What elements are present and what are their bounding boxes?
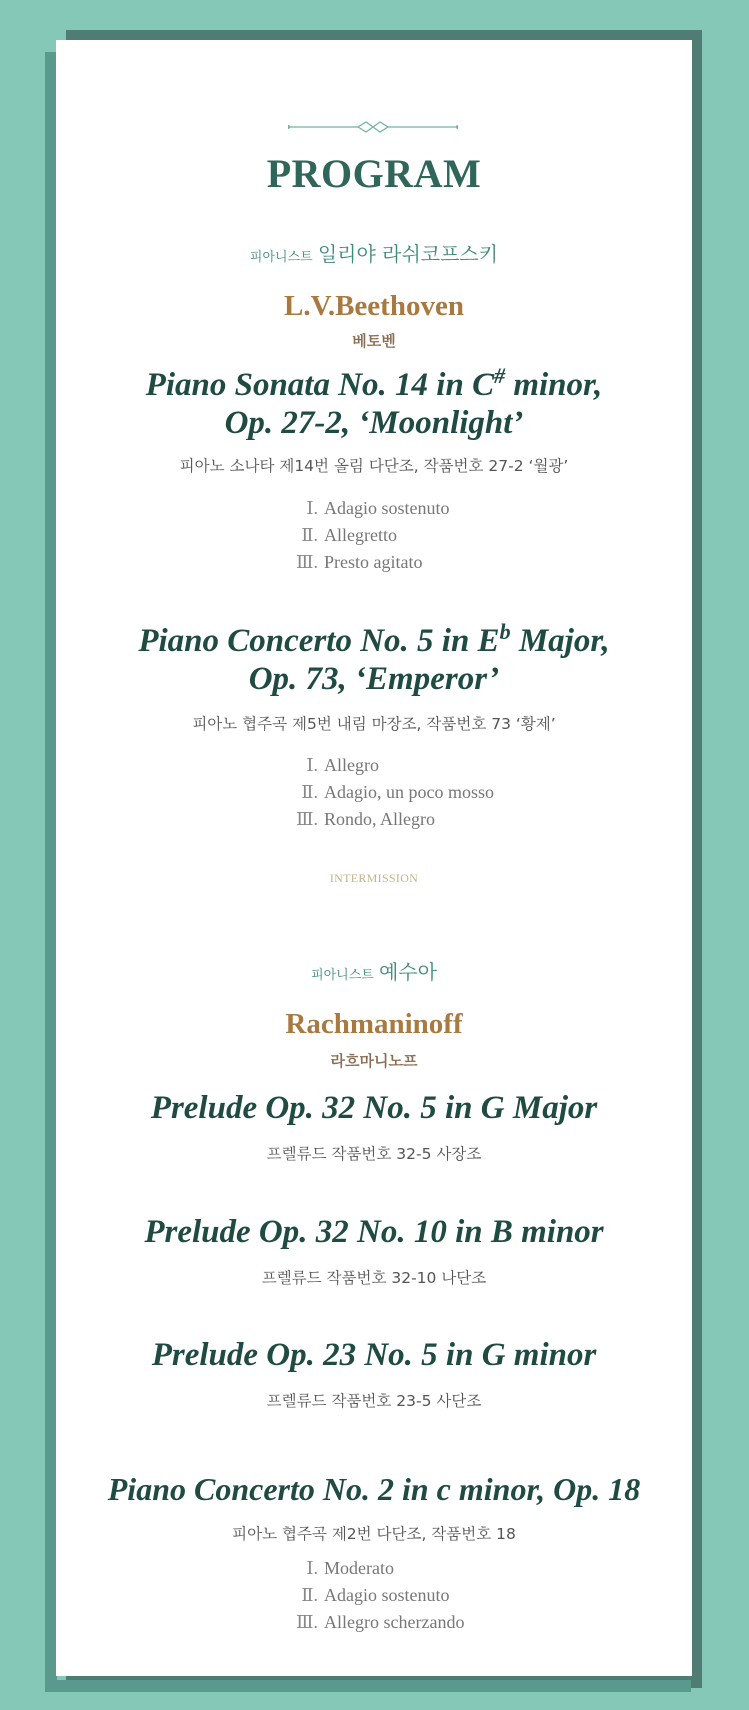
movement-item: Ⅲ. Presto agitato: [296, 552, 423, 572]
work-emperor-concerto-title: [56, 619, 692, 698]
work-moonlight-line1a: Piano Sonata No. 14 in C: [145, 367, 495, 403]
frame-bottom-edge: [45, 1680, 691, 1692]
movement-item: Ⅱ. Adagio sostenuto: [301, 1585, 450, 1605]
performer-2-name: 예수아: [378, 960, 437, 984]
work-prelude-23-5-korean: 프렐류드 작품번호 23-5 사단조: [266, 1392, 482, 1410]
movement-item: Ⅰ. Allegro: [306, 755, 379, 775]
work-rach-concerto-2-title: Piano Concerto No. 2 in c minor, Op. 18: [107, 1471, 641, 1507]
composer-rachmaninoff-korean: 라흐마니노프: [330, 1052, 418, 1070]
work-emperor-line2: Op. 73, ‘Emperor’: [248, 661, 500, 697]
performer-1-role: 피아니스트: [249, 250, 313, 265]
work-moonlight-sharp: #: [494, 363, 506, 388]
composer-beethoven: L.V.Beethoven: [284, 290, 464, 322]
work-emperor-line1b: Major,: [510, 623, 610, 659]
work-moonlight-korean: 피아노 소나타 제14번 올림 다단조, 작품번호 27-2 ‘월광’: [179, 457, 569, 475]
work-moonlight-line1b: minor,: [505, 367, 603, 403]
movement-item: Ⅱ. Adagio, un poco mosso: [301, 782, 494, 802]
ornament-divider-icon: [288, 120, 458, 134]
work-emperor-flat: b: [499, 619, 511, 644]
program-sheet: [56, 40, 692, 1676]
work-emperor-line1a: Piano Concerto No. 5 in E: [138, 623, 500, 659]
work-prelude-23-5-title: Prelude Op. 23 No. 5 in G minor: [151, 1337, 597, 1373]
intermission-label: INTERMISSION: [329, 871, 419, 885]
work-prelude-32-10-korean: 프렐류드 작품번호 32-10 나단조: [261, 1269, 487, 1287]
work-moonlight-line2: Op. 27-2, ‘Moonlight’: [224, 405, 524, 441]
work-prelude-32-5-korean: 프렐류드 작품번호 32-5 사장조: [266, 1145, 482, 1163]
performer-1-name: 일리야 라쉬코프스키: [317, 242, 499, 266]
movement-item: Ⅱ. Allegretto: [301, 525, 397, 545]
work-prelude-32-10-title: Prelude Op. 32 No. 10 in B minor: [144, 1214, 604, 1250]
performer-2: [56, 956, 692, 985]
work-moonlight-sonata-title: [56, 363, 692, 442]
movement-item: Ⅲ. Allegro scherzando: [296, 1612, 465, 1632]
movement-item: Ⅰ. Moderato: [306, 1558, 394, 1578]
work-emperor-korean: 피아노 협주곡 제5번 내림 마장조, 작품번호 73 ‘황제’: [192, 715, 556, 733]
composer-beethoven-korean: 베토벤: [352, 332, 396, 350]
movement-item: Ⅰ. Adagio sostenuto: [306, 498, 450, 518]
movement-item: Ⅲ. Rondo, Allegro: [296, 809, 435, 829]
work-rach-concerto-2-korean: 피아노 협주곡 제2번 다단조, 작품번호 18: [232, 1525, 516, 1543]
program-title: PROGRAM: [266, 151, 482, 196]
performer-1: [56, 238, 692, 267]
performer-2-role: 피아니스트: [311, 968, 374, 983]
composer-rachmaninoff: Rachmaninoff: [285, 1008, 463, 1040]
work-prelude-32-5-title: Prelude Op. 32 No. 5 in G Major: [150, 1090, 598, 1126]
